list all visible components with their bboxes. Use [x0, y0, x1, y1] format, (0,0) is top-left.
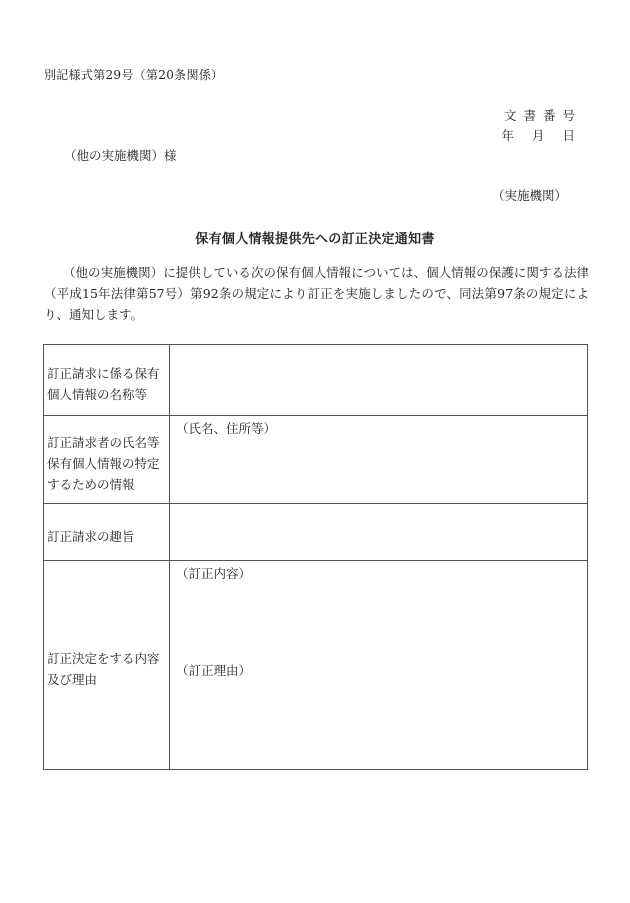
recipient-name: （他の実施機関）様 — [64, 148, 177, 163]
document-title: 保有個人情報提供先への訂正決定通知書 — [195, 232, 435, 247]
row-value-decision — [170, 561, 588, 770]
body-paragraph: （他の実施機関）に提供している次の保有個人情報については、個人情報の保護に関する法律（平成15年法律第57号）第92条の規定により訂正を実施しましたので、同法第97条の規定により、通知します。 — [44, 265, 589, 322]
table-row — [44, 561, 588, 770]
correction-reason-note: （訂正理由） — [176, 663, 252, 678]
table-row — [44, 416, 588, 504]
document-number-label: 文書番号 — [503, 108, 582, 123]
row-value-requester — [170, 416, 588, 504]
correction-details-table — [43, 344, 588, 770]
row-header-request-purpose: 訂正請求の趣旨 — [44, 504, 170, 561]
document-number-block — [501, 106, 582, 146]
row-header-requester: 訂正請求者の氏名等保有個人情報の特定するための情報 — [44, 416, 170, 504]
requester-note: （氏名、住所等） — [176, 421, 277, 436]
correction-content-note: （訂正内容） — [176, 566, 252, 581]
form-number-label: 別記様式第29号（第20条関係） — [44, 68, 224, 82]
table-row — [44, 504, 588, 561]
row-value-request-purpose — [170, 504, 588, 561]
row-value-info-name — [170, 345, 588, 416]
sender-name: （実施機関） — [491, 188, 567, 203]
row-header-info-name: 訂正請求に係る保有個人情報の名称等 — [44, 345, 170, 416]
table-row — [44, 345, 588, 416]
date-label: 年 月 日 — [501, 128, 582, 143]
row-header-decision: 訂正決定をする内容及び理由 — [44, 561, 170, 770]
